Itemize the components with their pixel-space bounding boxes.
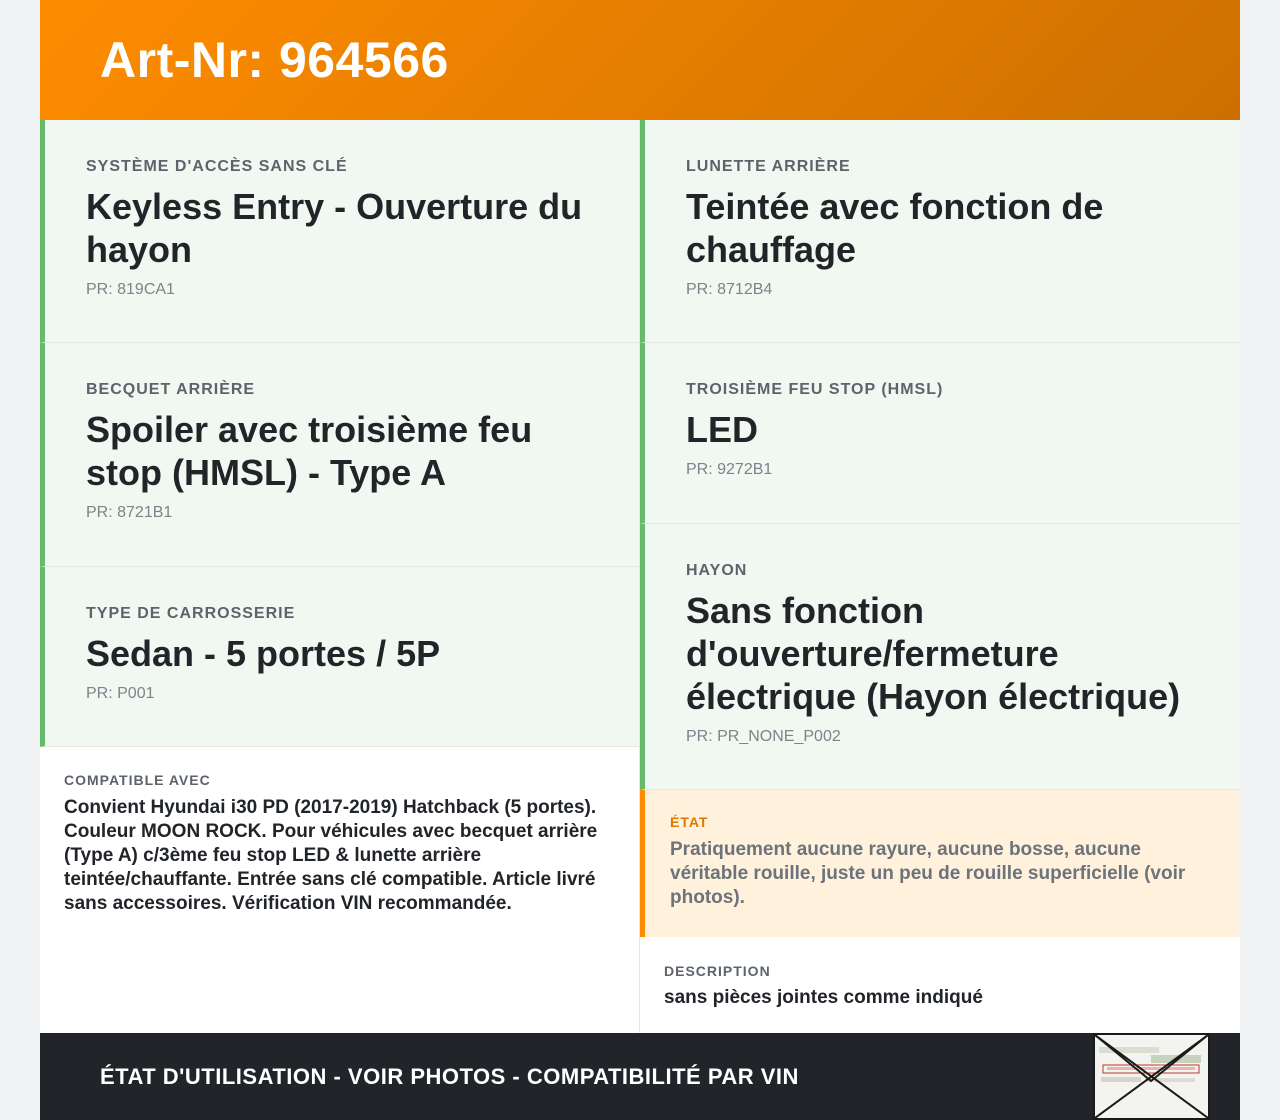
feature-label: HAYON [686,562,748,579]
feature-card-spoiler [40,343,639,567]
feature-label: TROISIÈME FEU STOP (HMSL) [686,381,944,398]
feature-value: Keyless Entry - Ouverture du hayon [86,186,583,270]
feature-label: LUNETTE ARRIÈRE [686,158,851,175]
feature-label: SYSTÈME D'ACCÈS SANS CLÉ [86,158,348,175]
feature-card-hmsl [640,343,1240,524]
footer-text: ÉTAT D'UTILISATION - VOIR PHOTOS - COMPATIBILITÉ PAR VIN [100,1063,799,1089]
feature-pr-code: PR: 9272B1 [686,461,773,478]
condition-label: ÉTAT [670,814,709,830]
article-number-title: Art-Nr: 964566 [100,32,449,88]
feature-pr-code: PR: PR_NONE_P002 [686,728,841,745]
description-text: sans pièces jointes comme indiqué [664,987,983,1008]
feature-pr-code: PR: 8721B1 [86,504,173,521]
product-sheet [40,0,1240,1120]
feature-pr-code: PR: P001 [86,685,155,702]
header-banner [40,0,1240,120]
right-column [640,120,1240,1033]
feature-value: Sedan - 5 portes / 5P [86,633,441,674]
feature-grid [40,120,1240,1033]
compatible-label: COMPATIBLE AVEC [64,772,211,788]
feature-card-rear-window [640,120,1240,343]
left-column [40,120,640,1033]
feature-pr-code: PR: 8712B4 [686,281,773,298]
feature-pr-code: PR: 819CA1 [86,281,175,298]
description-section [640,937,1240,1033]
feature-label: BECQUET ARRIÈRE [86,381,256,398]
feature-value: Teintée avec fonction de chauffage [686,186,1104,270]
compatible-text: Convient Hyundai i30 PD (2017-2019) Hatchback (5 portes). Couleur MOON ROCK. Pour véhicules avec becquet arrière (Type A) c/3ème feu stop LED & lunette arrière teintée/chauffante. Entrée sans clé compatible. Article livré sans accessoires. Vérification VIN recommandée. [64,797,598,914]
feature-card-body-type [40,567,639,747]
envelope-icon [1095,1035,1208,1118]
condition-section [640,790,1240,937]
feature-label: TYPE DE CARROSSERIE [86,605,296,622]
footer-banner [40,1033,1240,1120]
compatible-section [40,747,639,1033]
feature-value: Spoiler avec troisième feu stop (HMSL) - Type A [86,409,533,493]
condition-text: Pratiquement aucune rayure, aucune bosse, aucune véritable rouille, juste un peu de rouille superficielle (voir photos). [670,839,1186,908]
feature-card-keyless [40,120,639,343]
feature-value: LED [686,409,758,450]
envelope-photo-thumbnail[interactable] [1093,1033,1210,1120]
description-label: DESCRIPTION [664,963,771,979]
feature-value: Sans fonction d'ouverture/fermeture électrique (Hayon électrique) [686,590,1181,717]
feature-card-tailgate [640,524,1240,790]
